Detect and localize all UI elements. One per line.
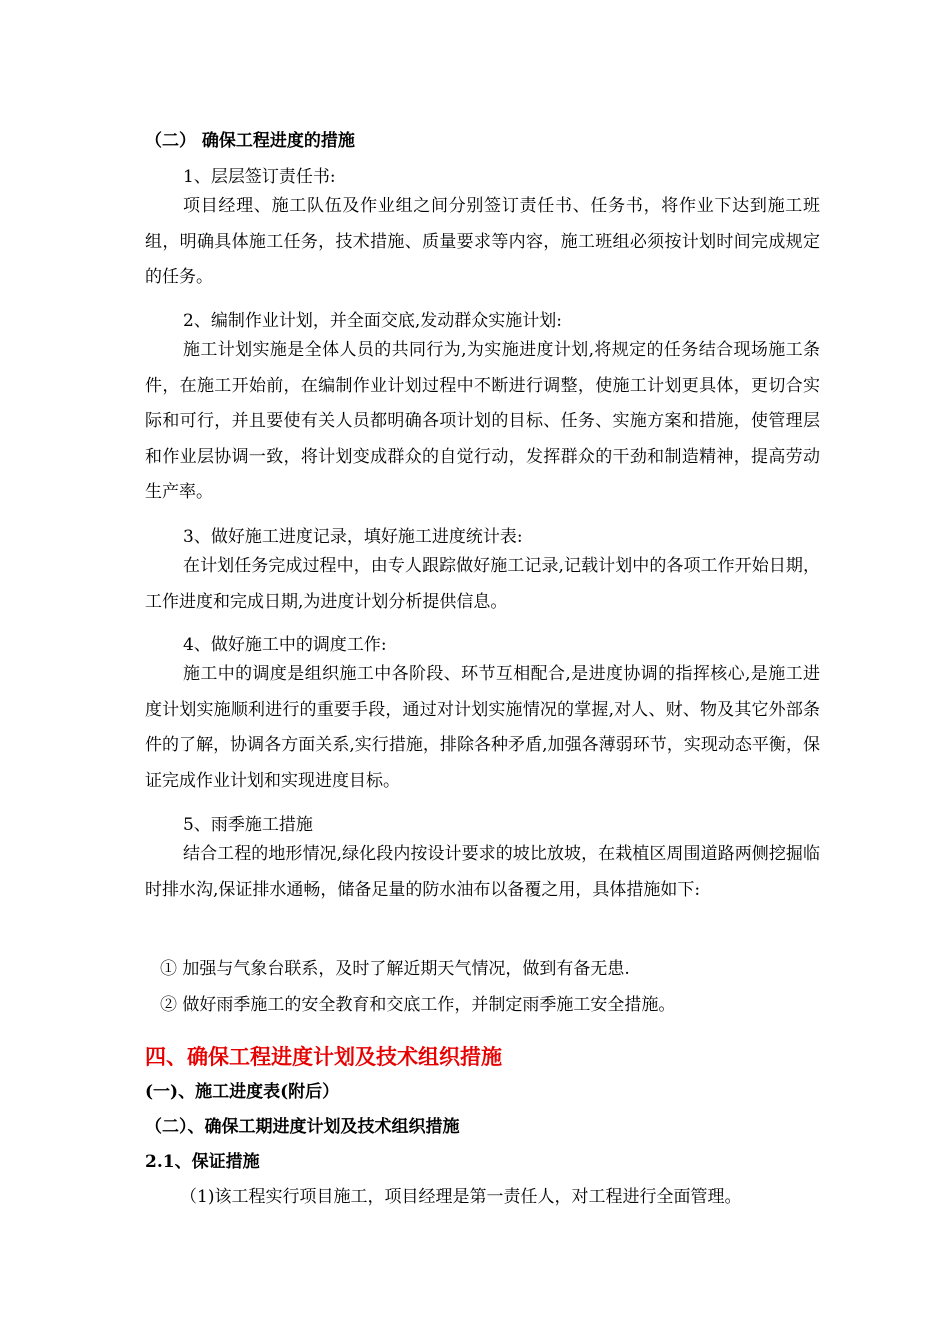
item-3-title: 3、做好施工进度记录，填好施工进度统计表: <box>183 527 523 547</box>
item-2-body: 施工计划实施是全体人员的共同行为,为实施进度计划,将规定的任务结合现场施工条件，在施工开始前，在编制作业计划过程中不断进行调整，使施工计划更具体，更切合实际和可行，并且要使有关人员都明确各项计划的目标、任务、实施方案和措施，使管理层和作业层协调一致，将计划变成群众的自觉行动，发挥群众的干劲和制造精神，提高劳动生产率。 <box>145 340 820 502</box>
item-4-body: 施工中的调度是组织施工中各阶段、环节互相配合,是进度协调的指挥核心,是施工进度计划实施顺利进行的重要手段，通过对计划实施情况的掌握,对人、财、物及其它外部条件的了解，协调各方面关系,实行措施，排除各种矛盾,加强各薄弱环节，实现动态平衡，保证完成作业计划和实现进度目标。 <box>145 664 820 791</box>
section-heading-2: （二） 确保工程进度的措施 <box>145 131 355 151</box>
item-5-title: 5、雨季施工措施 <box>183 815 313 835</box>
chapter-4-heading: 四、确保工程进度计划及技术组织措施 <box>145 1045 502 1069</box>
subsection-1-heading: (一)、施工进度表(附后） <box>145 1082 340 1102</box>
item-1-title: 1、层层签订责任书: <box>183 167 336 187</box>
item-1-body: 项目经理、施工队伍及作业组之间分别签订责任书、任务书，将作业下达到施工班组，明确具体施工任务，技术措施、质量要求等内容，施工班组必须按计划时间完成规定的任务。 <box>145 196 820 287</box>
item-5-body: 结合工程的地形情况,绿化段内按设计要求的坡比放坡，在栽植区周围道路两侧挖掘临时排水沟,保证排水通畅，储备足量的防水油布以备覆之用，具体措施如下: <box>145 844 820 900</box>
subsection-2-heading: （二）、确保工期进度计划及技术组织措施 <box>145 1117 460 1137</box>
item-5-sub-2: ② 做好雨季施工的安全教育和交底工作，并制定雨季施工安全措施。 <box>160 995 676 1015</box>
item-4-title: 4、做好施工中的调度工作: <box>183 635 387 655</box>
item-5-sub-1: ① 加强与气象台联系，及时了解近期天气情况，做到有备无患. <box>160 959 630 979</box>
item-2-title: 2、编制作业计划，并全面交底,发动群众实施计划: <box>183 311 562 331</box>
subsection-2-1-heading: 2.1、保证措施 <box>145 1152 260 1172</box>
item-3-body: 在计划任务完成过程中，由专人跟踪做好施工记录,记载计划中的各项工作开始日期，工作进度和完成日期,为进度计划分析提供信息。 <box>145 556 820 612</box>
subsection-2-1-item-1: （1)该工程实行项目施工，项目经理是第一责任人，对工程进行全面管理。 <box>180 1187 742 1207</box>
